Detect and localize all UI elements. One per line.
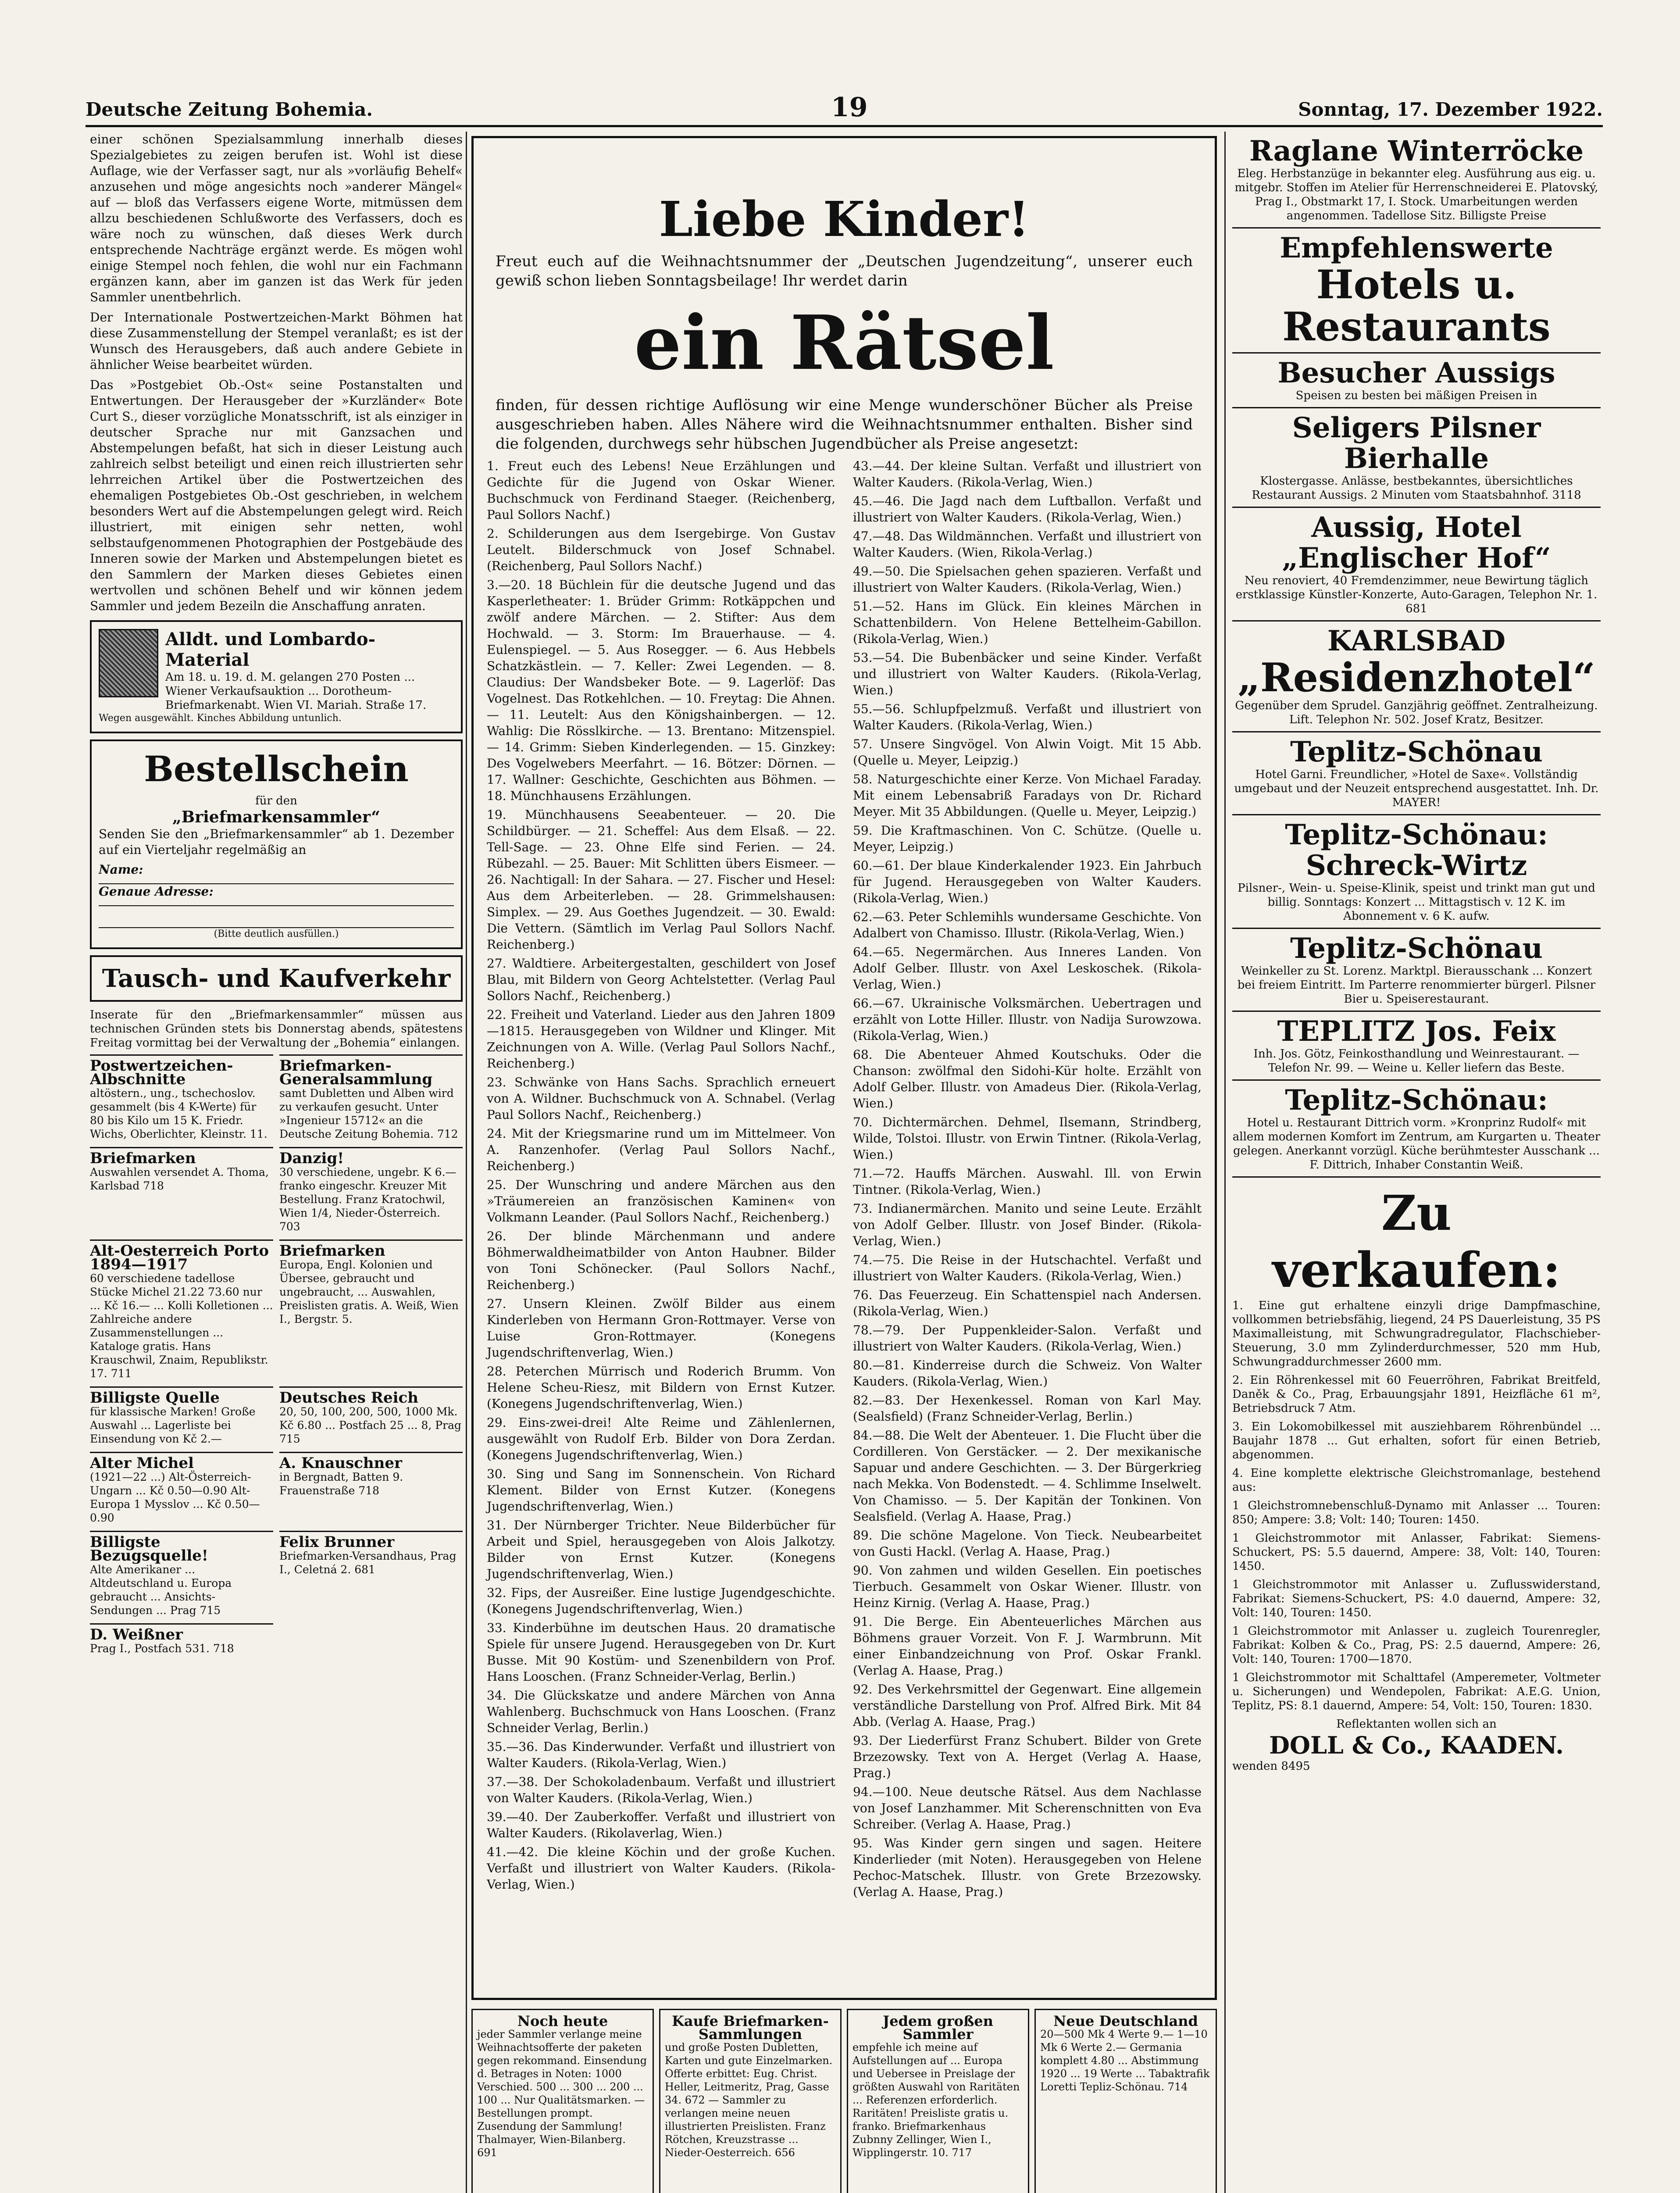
for-sale-title: Zu verkaufen: [1272,1185,1561,1298]
blank-line [99,906,454,928]
announcement-lead: Freut euch auf die Weihnachtsnummer der „Deutschen Jugendzeitung“, unserer euch gewiß schon lieben Sonntagsbeilage! Ihr werdet darin [496,253,1193,289]
masthead-left: Deutsche Zeitung Bohemia. [86,99,373,120]
prize-list-item: 49.—50. Die Spielsachen gehen spazieren. Verfaßt und illustriert von Walter Kauders. (Rikola-Verlag, Wien.) [853,564,1202,595]
exchange-title: Tausch- und Kaufverkehr [102,964,451,993]
bottom-ad: Jedem großen Sammler empfehle ich meine auf Aufstellungen auf ... Europa und Uebersee in Preislage der größten Auswahl von Raritäten ... Referenzen erforderlich. Raritäten! Preisliste gratis u. franko. Briefmarkenhaus Zubnny Zellinger, Wien I., Wipplingerstr. 10. 717 [847,2009,1029,2193]
prize-list-item: 26. Der blinde Märchenmann und andere Böhmerwaldheimatbilder von Anton Haubner. Bilder von Toni Schönecker. (Paul Sollors Nachf., Reichenberg.) [487,1229,835,1292]
for-sale-item: 3. Ein Lokomobilkessel mit ausziehbarem Röhrenbündel ... Baujahr 1878 ... Gut erhalten, sofort für einen Betrieb, abgenommen. [1232,1420,1601,1461]
prize-list-item: 95. Was Kinder gern singen und sagen. Heitere Kinderlieder (mit Noten). Herausgegeben von Helene Pechoc-Matschek. Illustr. von Grete Brzezowsky. (Verlag A. Haase, Prag.) [853,1836,1202,1899]
article-paragraph: einer schönen Spezialsammlung innerhalb dieses Spezialgebietes zu zeigen berufen ist. Wohl ist diese Auflage, wie der Verfasser sagt, nur als »vorläufig Behelf« anzusehen und möge angesichts noch »anderer Mängel« auf — bloß das Verfassers eigene Worte, mitmüssen dem allzu beschiedenen Schlußworte des Verfassers, doch es wäre noch zu wünschen, daß dieses Werk durch entsprechende Nachträge ergänzt werde. Es mögen wohl einige Stempel noch fehlen, die wohl nur ein Fachmann ergänzen kann, aber im ganzen ist das Werk für jeden Sammler unentbehrlich. [90,132,463,304]
order-form-note: (Bitte deutlich ausfüllen.) [214,929,339,939]
order-form-text: Senden Sie den „Briefmarkensammler“ ab 1. Dezember auf ein Vierteljahr regelmäßig an [99,827,454,857]
prize-list-item: 25. Der Wunschring und andere Märchen aus den »Träumereien an französischen Kaminen« von Volkmann Leander. (Paul Sollors Nachf., Reichenberg.) [487,1178,835,1225]
classified-ad: Postwertzeichen-Albschnitte altöstern., ung., tschechoslov. gesammelt (bis 4 K-Werte) für 80 bis Kilo um 15 K. Friedr. Wichs, Oberlichter, Kleinstr. 11. [90,1054,273,1141]
stamp-image [99,629,158,697]
prize-list-item: 34. Die Glückskatze und andere Märchen von Anna Wahlenberg. Buchschmuck von Hans Looschen. (Franz Schneider Verlag, Berlin.) [487,1688,835,1735]
prize-list-item: 80.—81. Kinderreise durch die Schweiz. Von Walter Kauders. (Rikola-Verlag, Wien.) [853,1358,1202,1389]
display-ad: Empfehlenswerte Hotels u. Restaurants [1232,229,1601,354]
classified-ad: D. Weißner Prag I., Postfach 531. 718 [90,1623,273,1655]
prize-list-item: 90. Von zahmen und wilden Gesellen. Ein poetisches Tierbuch. Gesammelt von Oskar Wiener. Illustr. von Heinz Kirnig. (Verlag A. Haase, Prag.) [853,1563,1202,1610]
display-ad: Seligers Pilsner Bierhalle Klostergasse. Anlässe, bestbekanntes, übersichtliches Restaurant Aussigs. 2 Minuten vom Staatsbahnhof. 3118 [1232,408,1601,508]
display-ad: Teplitz-Schönau: Schreck-Wirtz Pilsner-, Wein- u. Speise-Klinik, speist und trinkt man gut und billig. Sonntags: Konzert ... Mittagstisch v. 12 K. im Abonnement v. 6 K. aufw. [1232,815,1601,929]
prize-list-item: 39.—40. Der Zauberkoffer. Verfaßt und illustriert von Walter Kauders. (Rikolaverlag, Wien.) [487,1810,835,1840]
header-date: Sonntag, 17. Dezember 1922. [1298,99,1603,120]
for-sale-firm: DOLL & Co., KAADEN. [1269,1731,1564,1759]
classified-ad: Danzig! 30 verschiedene, ungebr. K 6.— franko eingeschr. Kreuzer Mit Bestellung. Franz Kratochwil, Wien 1/4, Nieder-Österreich. 703 [279,1147,463,1233]
prize-list-item: 74.—75. Die Reise in der Hutschachtel. Verfaßt und illustriert von Walter Kauders. (Rikola-Verlag, Wien.) [853,1253,1202,1283]
display-ad: Teplitz-Schönau Hotel Garni. Freundlicher, »Hotel de Saxe«. Vollständig umgebaut und der Neuzeit entsprechend ausgestattet. Inh. Dr. MAYER! [1232,732,1601,815]
display-ad: TEPLITZ Jos. Feix Inh. Jos. Götz, Feinkosthandlung und Weinrestaurant. — Telefon Nr. 99. — Weine u. Keller liefern das Beste. [1232,1012,1601,1081]
ad-caption: Wegen ausgewählt. Kinches Abbildung untunlich. [99,713,342,724]
exchange-section [90,955,463,1002]
for-sale-item: 1 Gleichstrommotor mit Anlasser u. zugleich Tourenregler, Fabrikat: Kolben & Co., Prag, PS: 2.5 dauernd, Ampere: 26, Volt: 140, Touren: 1700—1870. [1232,1625,1601,1666]
classified-ad: Billigste Bezugsquelle! Alte Amerikaner ... Altdeutschland u. Europa gebraucht ... Ansichts-Sendungen ... Prag 715 [90,1531,273,1617]
prize-list-item: 27. Waldtiere. Arbeitergestalten, geschildert von Josef Blau, mit Bildern von Georg Achtelstetter. (Verlag Paul Sollors Nachf., Reichenberg.) [487,956,835,1003]
for-sale-items [1232,1299,1601,1713]
prize-list-item: 35.—36. Das Kinderwunder. Verfaßt und illustriert von Walter Kauders. (Rikola-Verlag, Wien.) [487,1739,835,1770]
classified-ad: Billigste Quelle für klassische Marken! Große Auswahl ... Lagerliste bei Einsendung von Kč 2.— [90,1386,273,1446]
prize-list-item: 19. Münchhausens Seeabenteuer. — 20. Die Schildbürger. — 21. Scheffel: Aus dem Elsaß. — 22. Tell-Sage. — 23. Ohne Elfe sind Ferien. — 24. Rübezahl. — 25. Bauer: Mit Schlitten übers Eismeer. — 26. Nachtigall: In der Sahara. — 27. Fischer und Hesel: Aus dem Arbeiterleben. — 28. Grimmelshausen: Simplex. — 29. Aus Goethes Jugendzeit. — 30. Ewald: Die Vettern. (Sämtlich im Verlag Paul Sollors Nachf. Reichenberg.) [487,807,835,952]
prize-list-item: 92. Des Verkehrsmittel der Gegenwart. Eine allgemein verständliche Darstellung von Prof. Alfred Birk. Mit 84 Abb. (Verlag A. Haase, Prag.) [853,1682,1202,1729]
center-announcement [471,136,1217,2000]
prize-list-item: 68. Die Abenteuer Ahmed Koutschuks. Oder die Chanson: zwölfmal den Sidohi-Kür holte. Erzählt von Adolf Gelber. Illustr. von Amadeus Dier. (Rikola-Verlag, Wien.) [853,1047,1202,1111]
prize-list-item: 93. Der Liederfürst Franz Schubert. Bilder von Grete Brzezowsky. Text von A. Herget (Verlag A. Haase, Prag.) [853,1733,1202,1780]
prize-list-item: 73. Indianermärchen. Manito und seine Leute. Erzählt von Adolf Gelber. Illustr. von Josef Binder. (Rikola-Verlag, Wien.) [853,1201,1202,1248]
display-ad: KARLSBAD „Residenzhotel“ Gegenüber dem Sprudel. Ganzjährig geöffnet. Zentralheizung. Lift. Telephon Nr. 502. Josef Kratz, Besitzer. [1232,621,1601,732]
page-number: 19 [831,92,868,123]
for-sale-footnote: wenden 8495 [1232,1760,1310,1773]
order-form [90,739,463,949]
prize-list-item: 76. Das Feuerzeug. Ein Schattenspiel nach Andersen. (Rikola-Verlag, Wien.) [853,1288,1202,1318]
prize-list-right [853,458,1202,1903]
name-field[interactable]: Name: [99,862,454,884]
for-sale-item: 1. Eine gut erhaltene einzyli drige Dampfmaschine, vollkommen betriebsfähig, liegend, 24 PS Dauerleistung, 35 PS Maximalleistung, mit Schwungradregulator, Flachschieber-Steuerung, 3.0 mm Zylinderdurchmesser, 520 mm Hub, Schwungraddurchmesser 2600 mm. [1232,1299,1601,1368]
bottom-ad: Neue Deutschland 20—500 Mk 4 Werte 9.— 1—10 Mk 6 Werte 2.— Germania komplett 4.80 ... Abstimmung 1920 ... 19 Werte ... Tabaktrafik Loretti Tepliz-Schönau. 714 [1034,2009,1217,2193]
prize-book-list [487,458,1202,1903]
prize-list-item: 28. Peterchen Mürrisch und Roderich Brumm. Von Helene Scheu-Riesz, mit Bildern von Ernst Kutzer. (Konegens Jugendschriftenverlag, Wien.) [487,1364,835,1411]
right-column [1232,132,1601,2193]
classified-ads [90,1054,463,1655]
for-sale-item: 1 Gleichstromnebenschluß-Dynamo mit Anlasser ... Touren: 850; Ampere: 3.8; Volt: 140; Touren: 1450. [1232,1499,1601,1526]
for-sale-item: 1 Gleichstrommotor mit Anlasser, Fabrikat: Siemens-Schuckert, PS: 5.5 dauernd, Ampere: 38, Volt: 140, Touren: 1450. [1232,1532,1601,1573]
classified-ad: Briefmarken Auswahlen versendet A. Thoma, Karlsbad 718 [90,1147,273,1233]
classified-ad: Alt-Oesterreich Porto 1894—1917 60 verschiedene tadellose Stücke Michel 21.22 73.60 nur ... Kč 16.— ... Kolli Kolletionen ... Zahlreiche andere Zusammenstellungen ... Kataloge gratis. Hans Krauschwil, Znaim, Republikstr. 17. 711 [90,1239,273,1380]
prize-list-item: 37.—38. Der Schokoladenbaum. Verfaßt und illustriert von Walter Kauders. (Rikola-Verlag, Wien.) [487,1775,835,1805]
announcement-title: Liebe Kinder! [659,191,1030,247]
for-sale-section [1232,1185,1601,1773]
prize-list-item: 2. Schilderungen aus dem Isergebirge. Von Gustav Leutelt. Bilderschmuck von Josef Schnabel. (Reichenberg, Paul Sollors Nachf.) [487,526,835,573]
for-sale-item: 2. Ein Röhrenkessel mit 60 Feuerröhren, Fabrikat Breitfeld, Daněk & Co., Prag, Erbauungsjahr 1891, Heizfläche 61 m², Betriebsdruck 7 Atm. [1232,1374,1601,1415]
prize-list-item: 22. Freiheit und Vaterland. Lieder aus den Jahren 1809—1815. Herausgegeben von Wildner und Klinger. Mit Zeichnungen von A. Wille. (Verlag Paul Sollors Nachf., Reichenberg.) [487,1007,835,1071]
column-rule [466,132,467,2193]
address-field[interactable]: Genaue Adresse: [99,884,454,906]
classified-ad: A. Knauschner in Bergnadt, Batten 9. Frauenstraße 718 [279,1452,463,1525]
for-sale-item: 1 Gleichstrommotor mit Schalttafel (Amperemeter, Voltmeter u. Sicherungen) und Wendepolen, Fabrikat: A.E.G. Union, Teplitz, PS: 8.1 dauernd, Ampere: 54, Volt: 150, Touren: 1830. [1232,1671,1601,1712]
for-sale-item: 4. Eine komplette elektrische Gleichstromanlage, bestehend aus: [1232,1467,1601,1494]
prize-list-item: 70. Dichtermärchen. Dehmel, Ilsemann, Strindberg, Wilde, Tolstoi. Illustr. von Erwin Tintner. (Rikola-Verlag, Wien.) [853,1115,1202,1162]
prize-list-item: 29. Eins-zwei-drei! Alte Reime und Zählenlernen, ausgewählt von Rudolf Erb. Bilder von Dora Zerdan. (Konegens Jugendschriftenverlag, Wien.) [487,1415,835,1462]
stamp-auction-ad [90,620,463,733]
for-sale-footer: Reflektanten wollen sich an [1336,1718,1497,1731]
display-ad: Teplitz-Schönau Weinkeller zu St. Lorenz. Marktpl. Bierausschank ... Konzert bei freiem Eintritt. Im Parterre renommierter bürgerl. Pilsner Bier u. Speiserestaurant. [1232,929,1601,1012]
classified-ad: Briefmarken-Generalsammlung samt Dubletten und Alben wird zu verkaufen gesucht. Unter »Ingenieur 15712« an die Deutsche Zeitung Bohemia. 712 [279,1054,463,1141]
prize-list-item: 53.—54. Die Bubenbäcker und seine Kinder. Verfaßt und illustriert von Walter Kauders. (Rikola-Verlag, Wien.) [853,650,1202,697]
for-sale-item: 1 Gleichstrommotor mit Anlasser u. Zuflusswiderstand, Fabrikat: Siemens-Schuckert, PS: 4.0 dauernd, Ampere: 32, Volt: 140, Touren: 1450. [1232,1578,1601,1619]
order-form-sub: für den [255,794,297,807]
ad-title: Alldt. und Lombardo-Material [165,629,376,670]
column-rule [1224,132,1226,2193]
prize-list-item: 84.—88. Die Welt der Abenteuer. 1. Die Flucht über die Cordilleren. Von Gerstäcker. — 2. Der mexikanische Sapuar und andere Geschichten. — 3. Der Bürgerkrieg nach Mekka. Von Bodenstedt. — 4. Schlimme Inselwelt. Von Chamisso. — 5. Der Kapitän der Tonkinen. Von Sealsfield. (Verlag A. Haase, Prag.) [853,1428,1202,1524]
prize-list-item: 23. Schwänke von Hans Sachs. Sprachlich erneuert von A. Wildner. Buchschmuck von A. Schnabel. (Verlag Paul Sollors Nachf., Reichenberg.) [487,1075,835,1122]
prize-list-item: 33. Kinderbühne im deutschen Haus. 20 dramatische Spiele für unsere Jugend. Herausgegeben von Dr. Kurt Busse. Mit 90 Kostüm- und Szenenbildern von Prof. Hans Looschen. (Franz Schneider-Verlag, Berlin.) [487,1621,835,1684]
display-ad: Besucher Aussigs Speisen zu besten bei mäßigen Preisen in [1232,354,1601,408]
left-column [90,132,463,2193]
prize-list-item: 91. Die Berge. Ein Abenteuerliches Märchen aus Böhmens grauer Vorzeit. Von F. J. Warmbrunn. Mit einer Einbandzeichnung von Prof. Oskar Frankl. (Verlag A. Haase, Prag.) [853,1614,1202,1678]
prize-list-item: 32. Fips, der Ausreißer. Eine lustige Jugendgeschichte. (Konegens Jugendschriftenverlag, Wien.) [487,1586,835,1616]
bottom-ads [471,2009,1217,2193]
order-form-title: Bestellschein [144,748,409,789]
prize-list-item: 51.—52. Hans im Glück. Ein kleines Märchen in Schattenbildern. Von Helene Bettelheim-Gabillon. (Rikola-Verlag, Wien.) [853,599,1202,646]
prize-list-item: 27. Unsern Kleinen. Zwölf Bilder aus einem Kinderleben von Hermann Gron-Rottmayer. Verse von Luise Gron-Rottmayer. (Konegens Jugendschriftenverlag, Wien.) [487,1297,835,1360]
announcement-headline: ein Rätsel [634,299,1054,387]
prize-list-item: 94.—100. Neue deutsche Rätsel. Aus dem Nachlasse von Josef Lanzhammer. Mit Scherenschnitten von Eva Schreiber. (Verlag A. Haase, Prag.) [853,1785,1202,1832]
display-ad: Raglane Winterröcke Eleg. Herbstanzüge in bekannter eleg. Ausführung aus eig. u. mitgebr. Stoffen im Atelier für Herrenschneiderei E. Platovský, Prag I., Obstmarkt 17, I. Stock. Umarbeitungen werden angenommen. Tadellose Sitz. Billigste Preise [1232,132,1601,229]
classified-ad: Deutsches Reich 20, 50, 100, 200, 500, 1000 Mk. Kč 6.80 ... Postfach 25 ... 8, Prag 715 [279,1386,463,1446]
prize-list-item: 78.—79. Der Puppenkleider-Salon. Verfaßt und illustriert von Walter Kauders. (Rikola-Verlag, Wien.) [853,1323,1202,1354]
prize-list-item: 89. Die schöne Magelone. Von Tieck. Neubearbeitet von Gusti Hackl. (Verlag A. Haase, Prag.) [853,1528,1202,1559]
prize-list-item: 64.—65. Negermärchen. Aus Inneres Landen. Von Adolf Gelber. Illustr. von Axel Leskoschek. (Rikola-Verlag, Wien.) [853,945,1202,992]
page-header [86,94,1603,127]
prize-list-item: 71.—72. Hauffs Märchen. Auswahl. Ill. von Erwin Tintner. (Rikola-Verlag, Wien.) [853,1166,1202,1197]
article-paragraph: Der Internationale Postwertzeichen-Markt Böhmen hat diese Zusammenstellung der Stempel veranlaßt; es ist der Wunsch des Herausgebers, daß auch andere Gebiete in ähnlicher Weise bearbeitet würden. [90,310,463,372]
prize-list-item: 3.—20. 18 Büchlein für die deutsche Jugend und das Kasperletheater: 1. Brüder Grimm: Rotkäppchen und zwölf andere Märchen. — 2. Stifter: Aus dem Hochwald. — 3. Storm: Im Brauerhause. — 4. Eulenspiegel. — 5. Aus Rosegger. — 6. Aus Hebbels Schatzkästlein. — 7. Keller: Zwei Legenden. — 8. Claudius: Der Wandsbeker Bote. — 9. Lagerlöf: Das Vogelnest. Das Rotkehlchen. — 10. Freytag: Die Ahnen. — 11. Leutelt: Aus den Königshainbergen. — 12. Wahlig: Die Rösslkirche. — 13. Brentano: Mitzenspiel. — 14. Grimm: Sieben Kinderlegenden. — 15. Ginzkey: Des Vogelwebers Meerfahrt. — 16. Bötzer: Dörnen. — 17. Wallner: Geschichte, Geschichten aus Böhmen. — 18. Münchhausens Erzählungen. [487,578,835,803]
prize-list-item: 1. Freut euch des Lebens! Neue Erzählungen und Gedichte für die Jugend von Oskar Wiener. Buchschmuck von Ferdinand Staeger. (Reichenberg, Paul Sollors Nachf.) [487,459,835,522]
order-form-paper: „Briefmarkensammler“ [172,808,380,826]
prize-list-item: 47.—48. Das Wildmännchen. Verfaßt und illustriert von Walter Kauders. (Wien, Rikola-Verlag.) [853,529,1202,560]
ad-text: Am 18. u. 19. d. M. gelangen 270 Posten ... Wiener Verkaufsauktion ... Dorotheum-Briefmarkenabt. Wien VI. Mariah. Straße 17. [165,671,427,712]
announcement-intro: finden, für dessen richtige Auflösung wir eine Menge wunderschöner Bücher als Preise ausgeschrieben haben. Alles Nähere wird die Weihnachtsnummer enthalten. Bisher sind die folgenden, durchwegs sehr hübschen Jugendbücher als Preise angesetzt: [496,396,1193,453]
prize-list-item: 45.—46. Die Jagd nach dem Luftballon. Verfaßt und illustriert von Walter Kauders. (Rikola-Verlag, Wien.) [853,494,1202,525]
bottom-ad: Noch heute jeder Sammler verlange meine Weihnachtsofferte der paketen gegen rekommand. Einsendung d. Betrages in Noten: 1000 Verschied. 500 ... 300 ... 200 ... 100 ... Nur Qualitätsmarken. — Bestellungen prompt. Zusendung der Sammlung! Thalmayer, Wien-Bilanberg. 691 [471,2009,654,2193]
prize-list-item: 60.—61. Der blaue Kinderkalender 1923. Ein Jahrbuch für Jugend. Herausgegeben von Walter Kauders. (Rikola-Verlag, Wien.) [853,858,1202,905]
display-ad: Teplitz-Schönau: Hotel u. Restaurant Dittrich vorm. »Kronprinz Rudolf« mit allem modernen Komfort im Zentrum, am Kurgarten u. Theater gelegen. Anerkannt vorzügl. Küche berühmtester Ausschank ... F. Dittrich, Inhaber Constantin Weiß. [1232,1081,1601,1178]
prize-list-item: 24. Mit der Kriegsmarine rund um im Mittelmeer. Von A. Ranzenhofer. (Verlag Paul Sollors Nachf., Reichenberg.) [487,1126,835,1173]
prize-list-item: 31. Der Nürnberger Trichter. Neue Bilderbücher für Arbeit und Spiel, herausgegeben von Alois Jalkotzy. Bilder von Ernst Kutzer. (Konegens Jugendschriftenverlag, Wien.) [487,1518,835,1581]
bottom-ad: Kaufe Briefmarken-Sammlungen und große Posten Dubletten, Karten und gute Einzelmarken. Offerte erbittet: Eug. Christ. Heller, Leitmeritz, Prag, Gasse 34. 672 — Sammler zu verlangen meine neuen illustrierten Preislisten. Franz Rötchen, Kreuzstrasse ... Nieder-Oesterreich. 656 [659,2009,842,2193]
classified-ad: Alter Michel (1921—22 ...) Alt-Österreich-Ungarn ... Kč 0.50—0.90 Alt-Europa 1 Mysslov ... Kč 0.50—0.90 [90,1452,273,1525]
prize-list-item: 55.—56. Schlupfpelzmuß. Verfaßt und illustriert von Walter Kauders. (Rikola-Verlag, Wien.) [853,702,1202,732]
prize-list-item: 58. Naturgeschichte einer Kerze. Von Michael Faraday. Mit einem Lebensabriß Faradays von Dr. Richard Meyer. Mit 35 Abbildungen. (Quelle u. Meyer, Leipzig.) [853,772,1202,819]
prize-list-item: 41.—42. Die kleine Köchin und der große Kuchen. Verfaßt und illustriert von Walter Kauders. (Rikola-Verlag, Wien.) [487,1845,835,1892]
display-ad: Aussig, Hotel „Englischer Hof“ Neu renoviert, 40 Fremdenzimmer, neue Bewirtung täglich erstklassige Künstler-Konzerte, Auto-Garagen, Telephon Nr. 1. 681 [1232,508,1601,621]
prize-list-left [487,458,835,1903]
prize-list-item: 66.—67. Ukrainische Volksmärchen. Uebertragen und erzählt von Lotte Hiller. Illustr. von Nadija Surowzowa. (Rikola-Verlag, Wien.) [853,996,1202,1043]
prize-list-item: 59. Die Kraftmaschinen. Von C. Schütze. (Quelle u. Meyer, Leipzig.) [853,823,1202,854]
exchange-note: Inserate für den „Briefmarkensammler“ müssen aus technischen Gründen stets bis Donnerstag abends, spätestens Freitag vormittag bei der Verwaltung der „Bohemia“ einlangen. [90,1008,463,1050]
classified-ad: Briefmarken Europa, Engl. Kolonien und Übersee, gebraucht und ungebraucht, ... Auswahlen, Preislisten gratis. A. Weiß, Wien I., Bergstr. 5. [279,1239,463,1380]
prize-list-item: 82.—83. Der Hexenkessel. Roman von Karl May. (Sealsfield) (Franz Schneider-Verlag, Berlin.) [853,1393,1202,1424]
article-paragraph: Das »Postgebiet Ob.-Ost« seine Postanstalten und Entwertungen. Der Herausgeber der »Kurzländer« Bote Curt S., dieser vorzügliche Monatsschrift, ist als einziger in deutscher Sprache nur mit Ganzsachen und Abstempelungen befaßt, hat sich in dieser Leistung auch zahlreich selbst beteiligt und einen reich illustrierten sehr lehrreichen Artikel über die Postwertzeichen des ehemaligen Postgebietes Ob.-Ost geschrieben, in welchem besonders Wert auf die Abstempelungen gelegt wird. Reich illustriert, mit einigen sehr netten, wohl selbstaufgenommenen Photographien der Postgebäude des Inneren sowie der Marken und Abstempelungen bietet es den Sammlern der Marken dieses Gebietes einen wertvollen und schönen Behelf und wir können jedem Sammler und jedem Bezeiln die Anschaffung anraten. [90,378,463,613]
prize-list-item: 30. Sing und Sang im Sonnenschein. Von Richard Klement. Bilder von Ernst Kutzer. (Konegens Jugendschriftenverlag, Wien.) [487,1467,835,1514]
prize-list-item: 43.—44. Der kleine Sultan. Verfaßt und illustriert von Walter Kauders. (Rikola-Verlag, Wien.) [853,459,1202,489]
prize-list-item: 57. Unsere Singvögel. Von Alwin Voigt. Mit 15 Abb. (Quelle u. Meyer, Leipzig.) [853,737,1202,768]
prize-list-item: 62.—63. Peter Schlemihls wundersame Geschichte. Von Adalbert von Chamisso. Illustr. (Rikola-Verlag, Wien.) [853,910,1202,940]
classified-ad: Felix Brunner Briefmarken-Versandhaus, Prag I., Celetná 2. 681 [279,1531,463,1617]
